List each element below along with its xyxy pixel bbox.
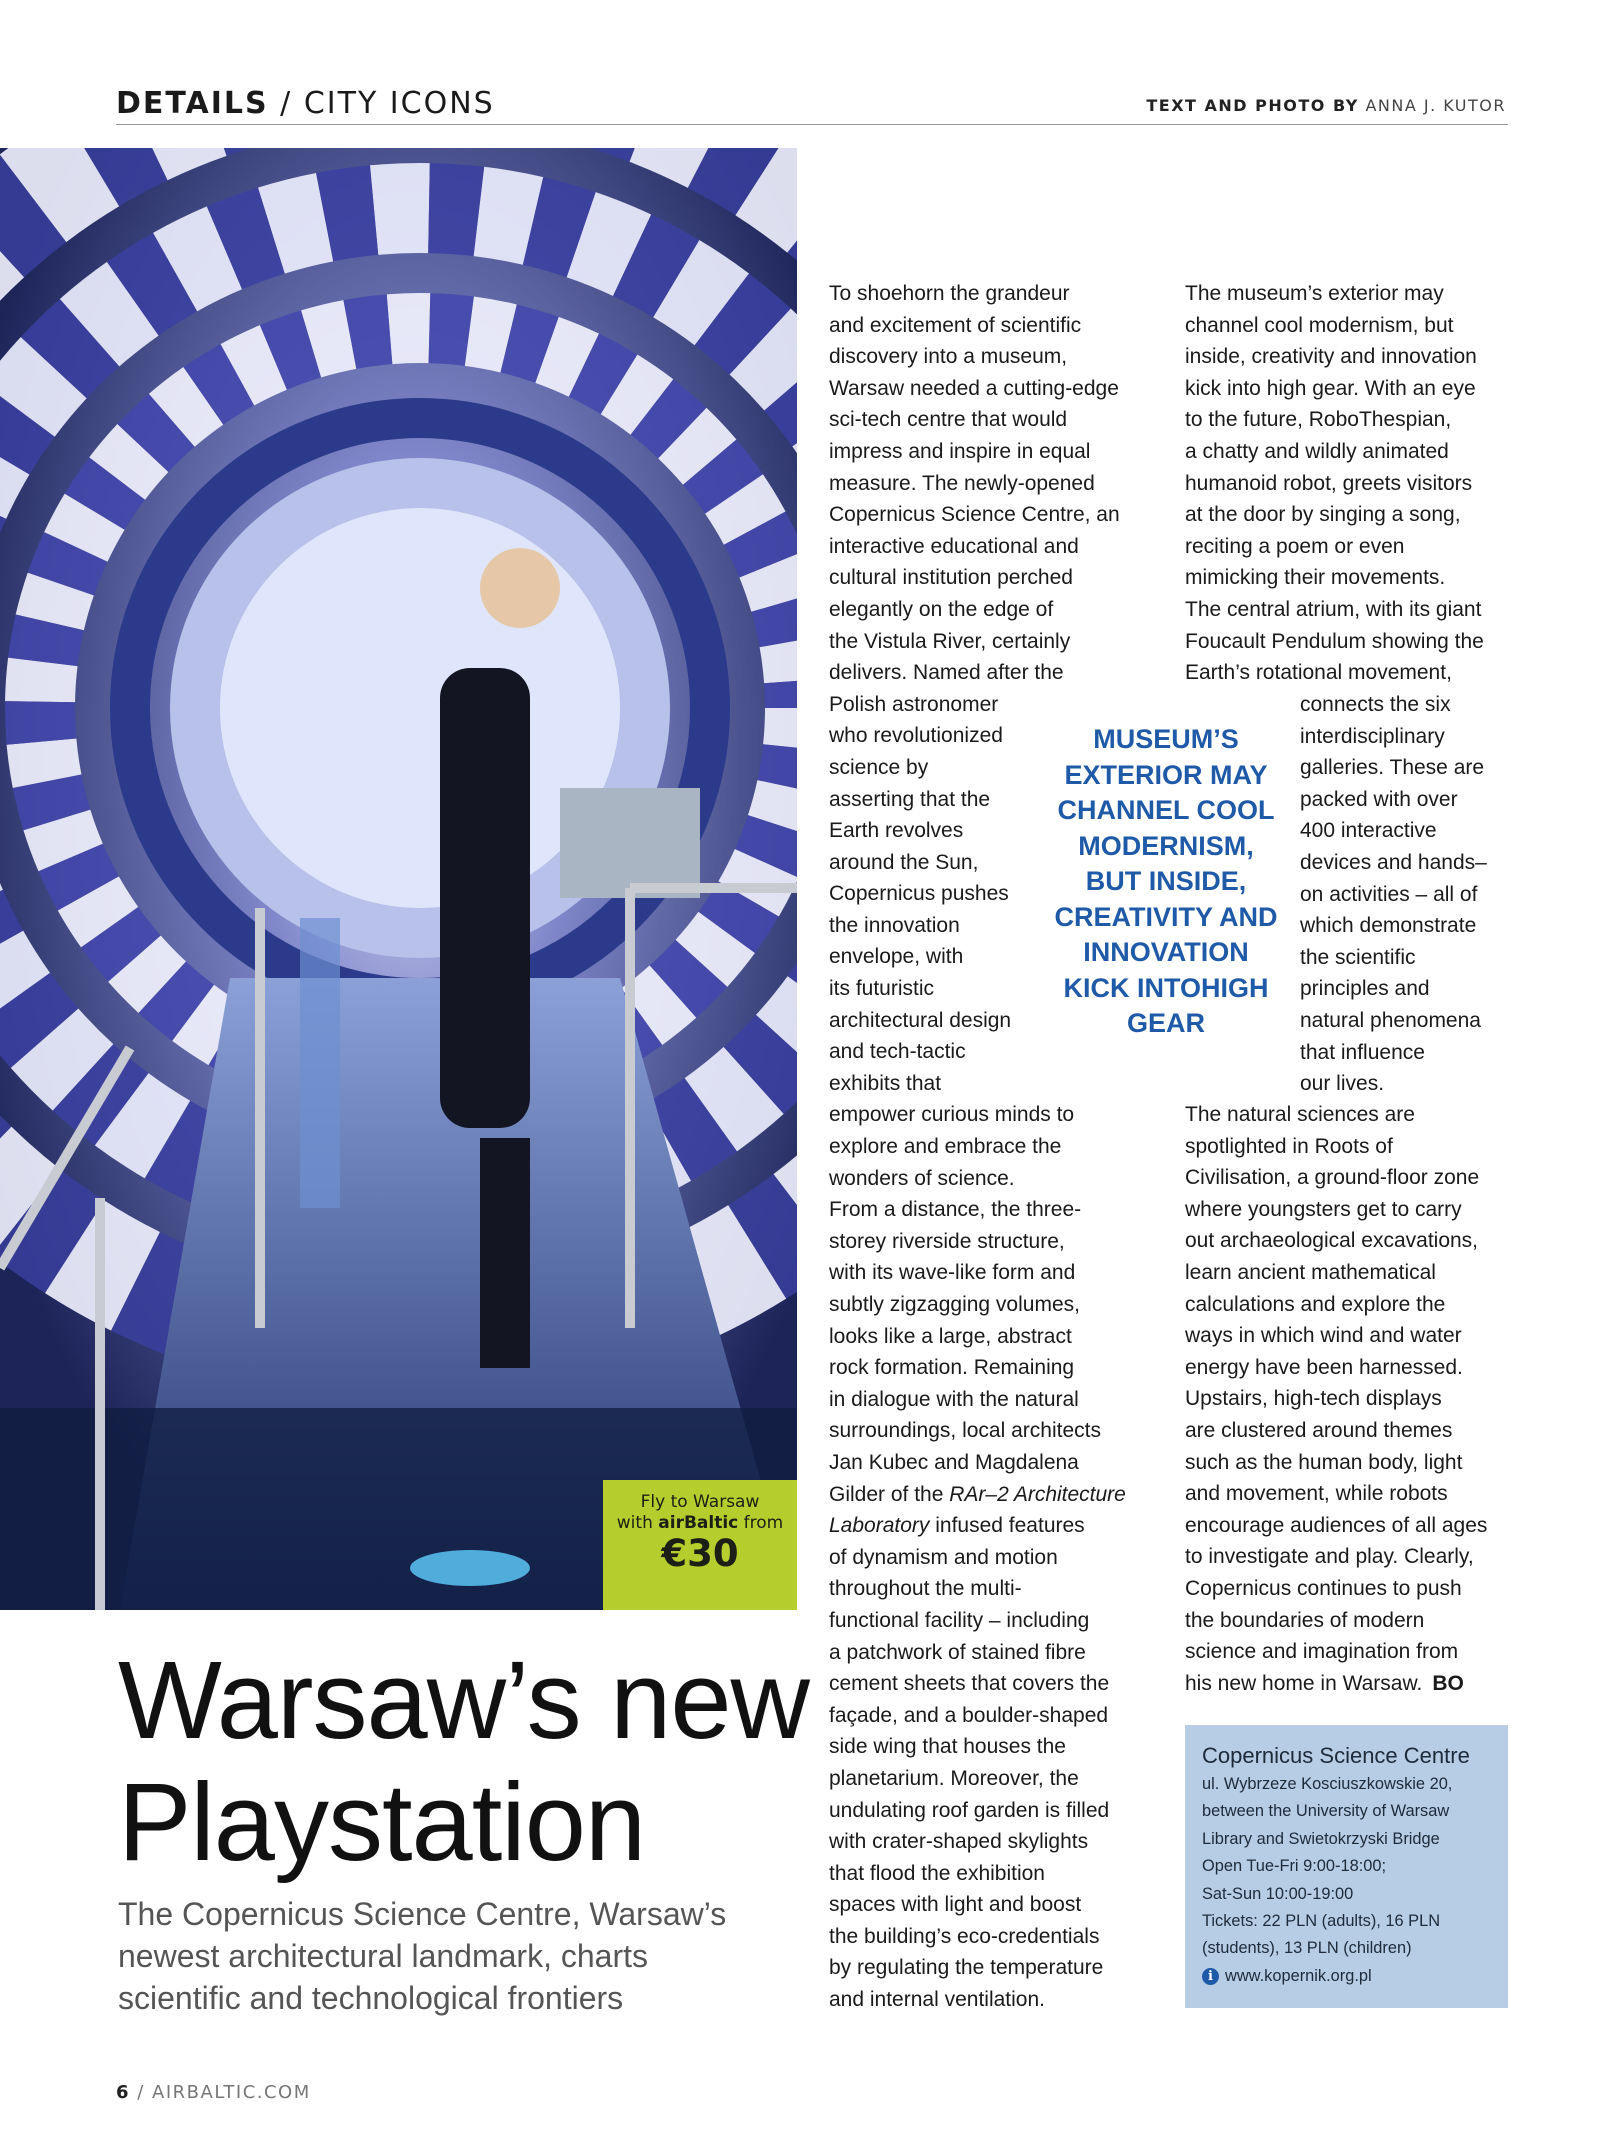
footer-separator: / — [130, 2082, 153, 2103]
text-line: to investigate and play. Clearly, — [1185, 1545, 1474, 1569]
text-line: such as the human body, light — [1185, 1450, 1463, 1474]
text-line: on activities – all of — [1300, 882, 1478, 906]
text-line: side wing that houses the — [829, 1735, 1066, 1759]
text-line: principles and — [1300, 977, 1430, 1001]
text-line: BUT INSIDE, — [1085, 866, 1247, 896]
text-line: INNOVATION — [1083, 937, 1249, 967]
body-column-2-top — [1185, 278, 1484, 689]
text-line: Earth revolves — [829, 819, 964, 843]
text-line: The central atrium, with its giant — [1185, 597, 1482, 621]
text-line: interactive educational and — [829, 534, 1079, 558]
subtitle-line: The Copernicus Science Centre, Warsaw’s — [118, 1896, 727, 1932]
text-line: The museum’s exterior may — [1185, 282, 1444, 305]
text-line: science by — [829, 755, 929, 779]
text-line: the Vistula River, certainly — [829, 629, 1071, 653]
text-line: 400 interactive — [1300, 819, 1437, 843]
text-line: science and imagination from — [1185, 1640, 1459, 1664]
info-line: Tickets: 22 PLN (adults), 16 PLN — [1202, 1912, 1441, 1931]
text-line: where youngsters get to carry — [1185, 1197, 1462, 1221]
text-line: out archaeological excavations, — [1185, 1229, 1479, 1253]
text-line: GEAR — [1126, 1008, 1205, 1038]
venue-name: Copernicus Science Centre — [1202, 1743, 1470, 1768]
text-line: devices and hands– — [1300, 850, 1487, 874]
text-line: Copernicus continues to push — [1185, 1576, 1462, 1600]
text-line: its futuristic — [829, 977, 935, 1001]
article-subtitle — [118, 1893, 798, 2019]
text-line: The natural sciences are — [1185, 1103, 1415, 1126]
section-name: DETAILS — [116, 86, 269, 121]
promo-brand: airBaltic — [658, 1513, 739, 1533]
text-line: spotlighted in Roots of — [1185, 1134, 1393, 1158]
text-line: asserting that the — [829, 787, 991, 811]
info-line: (students), 13 PLN (children) — [1202, 1939, 1412, 1958]
text-line: his new home in Warsaw. BO — [1185, 1671, 1464, 1695]
feature-photo — [0, 148, 797, 1610]
byline-name: ANNA J. KUTOR — [1365, 96, 1506, 115]
text-line: natural phenomena — [1300, 1008, 1481, 1032]
text-line: façade, and a boulder-shaped — [829, 1703, 1109, 1727]
text-line: ways in which wind and water — [1185, 1324, 1462, 1348]
text-line: CREATIVITY AND — [1054, 901, 1278, 932]
text-line: connects the six — [1300, 693, 1451, 716]
text-line: architectural design — [829, 1008, 1012, 1032]
info-line: ul. Wybrzeze Kosciuszkowskie 20, — [1202, 1775, 1453, 1793]
text-line: the boundaries of modern — [1185, 1608, 1425, 1632]
page-header — [116, 82, 1508, 125]
text-line: sci-tech centre that would — [829, 408, 1068, 432]
promo-line2-pre: with — [616, 1513, 659, 1533]
studio-name: Laboratory — [829, 1514, 930, 1538]
text-line: a patchwork of stained fibre — [829, 1640, 1086, 1664]
promo-line1: Fly to Warsaw — [640, 1492, 760, 1512]
text-line: reciting a poem or even — [1185, 534, 1405, 558]
text-line: that influence — [1300, 1040, 1425, 1064]
text-line: cement sheets that covers the — [829, 1672, 1110, 1696]
text-line: undulating roof garden is filled — [829, 1798, 1110, 1822]
text-line: exhibits that — [829, 1071, 942, 1095]
promo-line2-post: from — [738, 1513, 784, 1533]
promo-badge[interactable] — [603, 1480, 797, 1610]
text-line: Earth’s rotational movement, — [1185, 661, 1452, 685]
text-line: and movement, while robots — [1185, 1482, 1448, 1506]
text-line: rock formation. Remaining — [829, 1356, 1075, 1380]
text-line: throughout the multi- — [829, 1577, 1022, 1601]
text-line: measure. The newly-opened — [829, 471, 1095, 495]
text-line: calculations and explore the — [1185, 1292, 1446, 1316]
promo-line2 — [603, 1513, 797, 1534]
info-line: Library and Swietokrzyski Bridge — [1202, 1829, 1440, 1848]
text-line: Foucault Pendulum showing the — [1185, 629, 1484, 653]
text-line: and internal ventilation. — [829, 1988, 1045, 2012]
text-line: to the future, RoboThespian, — [1185, 408, 1452, 432]
text-line: Upstairs, high-tech displays — [1185, 1387, 1442, 1411]
text-line: the innovation — [829, 913, 960, 937]
text-line: planetarium. Moreover, the — [829, 1766, 1079, 1790]
text-line: and tech-tactic — [829, 1040, 966, 1064]
text-line: the scientific — [1300, 945, 1416, 969]
studio-name: RAr–2 Architecture — [949, 1482, 1126, 1506]
text-line: energy have been harnessed. — [1185, 1355, 1463, 1379]
text-line: cultural institution perched — [829, 566, 1073, 590]
text-line: Warsaw needed a cutting-edge — [829, 376, 1119, 400]
text-line: with crater-shaped skylights — [829, 1830, 1089, 1854]
subtitle-line: newest architectural landmark, charts — [118, 1938, 648, 1974]
text-line: galleries. These are — [1300, 756, 1485, 780]
text-line: by regulating the temperature — [829, 1956, 1104, 1980]
text-line: Gilder of the RAr–2 Architecture — [829, 1482, 1126, 1506]
info-box — [1185, 1725, 1508, 2008]
text-line: inside, creativity and innovation — [1185, 345, 1477, 369]
promo-price: €30 — [661, 1532, 739, 1575]
website-row[interactable] — [1202, 1963, 1492, 1990]
text-line: functional facility – including — [829, 1608, 1090, 1632]
text-line: EXTERIOR MAY — [1064, 759, 1268, 790]
text-line: discovery into a museum, — [829, 345, 1068, 369]
text-line: KICK INTOHIGH — [1063, 972, 1269, 1003]
author-signature: BO — [1432, 1671, 1464, 1695]
text-line: explore and embrace the — [829, 1135, 1062, 1159]
text-line: elegantly on the edge of — [829, 597, 1054, 621]
subtitle-line: scientific and technological frontiers — [118, 1980, 624, 2016]
text-line: encourage audiences of all ages — [1185, 1513, 1488, 1537]
title-line: Playstation — [118, 1761, 646, 1884]
text-line: subtly zigzagging volumes, — [829, 1293, 1080, 1316]
text-line: To shoehorn the grandeur — [829, 282, 1070, 305]
text-line: and excitement of scientific — [829, 313, 1082, 337]
byline — [1146, 96, 1506, 115]
text-line: channel cool modernism, but — [1185, 313, 1454, 337]
section-separator: / — [268, 86, 304, 121]
text-line: that flood the exhibition — [829, 1861, 1045, 1885]
text-line: Copernicus Science Centre, an — [829, 503, 1120, 527]
text-line: mimicking their movements. — [1185, 566, 1446, 590]
text-line: are clustered around themes — [1185, 1418, 1453, 1442]
website-link[interactable]: www.kopernik.org.pl — [1225, 1966, 1372, 1985]
text-line: From a distance, the three- — [829, 1198, 1082, 1222]
text-line: CHANNEL COOL — [1057, 795, 1275, 825]
tunnel-illustration — [0, 148, 797, 1610]
info-line: Sat-Sun 10:00-19:00 — [1202, 1884, 1354, 1903]
text-line: Copernicus pushes — [829, 882, 1009, 906]
body-column-2-narrow — [1300, 689, 1487, 1100]
text-line: Laboratory infused features — [829, 1514, 1085, 1538]
article-title — [118, 1639, 809, 1884]
footer-site: AIRBALTIC.COM — [152, 2082, 311, 2103]
info-line: between the University of Warsaw — [1202, 1802, 1450, 1821]
text-line: in dialogue with the natural — [829, 1387, 1079, 1411]
text-line: with its wave-like form and — [829, 1261, 1076, 1285]
text-line: our lives. — [1300, 1072, 1385, 1096]
text-line: who revolutionized — [829, 724, 1003, 748]
section-label — [116, 86, 495, 121]
page-footer — [116, 2082, 311, 2103]
text-line: MODERNISM, — [1078, 830, 1254, 861]
text-line: around the Sun, — [829, 850, 979, 874]
title-line: Warsaw’s new — [118, 1639, 809, 1762]
text-line: Polish astronomer — [829, 692, 999, 716]
text-line: of dynamism and motion — [829, 1545, 1058, 1569]
text-line: delivers. Named after the — [829, 661, 1064, 685]
body-column-2-bottom — [1185, 1099, 1487, 1699]
text-line: spaces with light and boost — [829, 1893, 1082, 1917]
text-line: storey riverside structure, — [829, 1229, 1065, 1253]
text-line: packed with over — [1300, 787, 1458, 811]
text-line: at the door by singing a song, — [1185, 503, 1461, 527]
byline-label: TEXT AND PHOTO BY — [1146, 96, 1359, 115]
pull-quote — [1048, 722, 1284, 1042]
text-line: surroundings, local architects — [829, 1419, 1101, 1443]
text-line: which demonstrate — [1300, 914, 1477, 938]
text-line: kick into high gear. With an eye — [1185, 376, 1476, 400]
text-line: the building’s eco-credentials — [829, 1924, 1100, 1948]
text-line: humanoid robot, greets visitors — [1185, 471, 1473, 495]
body-column-1 — [829, 278, 1126, 2016]
text-line: wonders of science. — [829, 1166, 1015, 1190]
subsection-name: CITY ICONS — [303, 86, 495, 121]
text-line: interdisciplinary — [1300, 724, 1445, 748]
text-line: impress and inspire in equal — [829, 439, 1091, 463]
text-line: Civilisation, a ground-floor zone — [1185, 1166, 1480, 1190]
info-icon: i — [1202, 1968, 1219, 1985]
text-line: Jan Kubec and Magdalena — [829, 1450, 1079, 1474]
info-line: Open Tue-Fri 9:00-18:00; — [1202, 1857, 1387, 1876]
text-line: a chatty and wildly animated — [1185, 439, 1449, 463]
text-line: envelope, with — [829, 945, 964, 969]
text-line: learn ancient mathematical — [1185, 1260, 1436, 1284]
text-line: empower curious minds to — [829, 1103, 1075, 1127]
text-line: MUSEUM’S — [1093, 724, 1239, 754]
page-number: 6 — [116, 2082, 131, 2103]
text-line: looks like a large, abstract — [829, 1324, 1072, 1348]
